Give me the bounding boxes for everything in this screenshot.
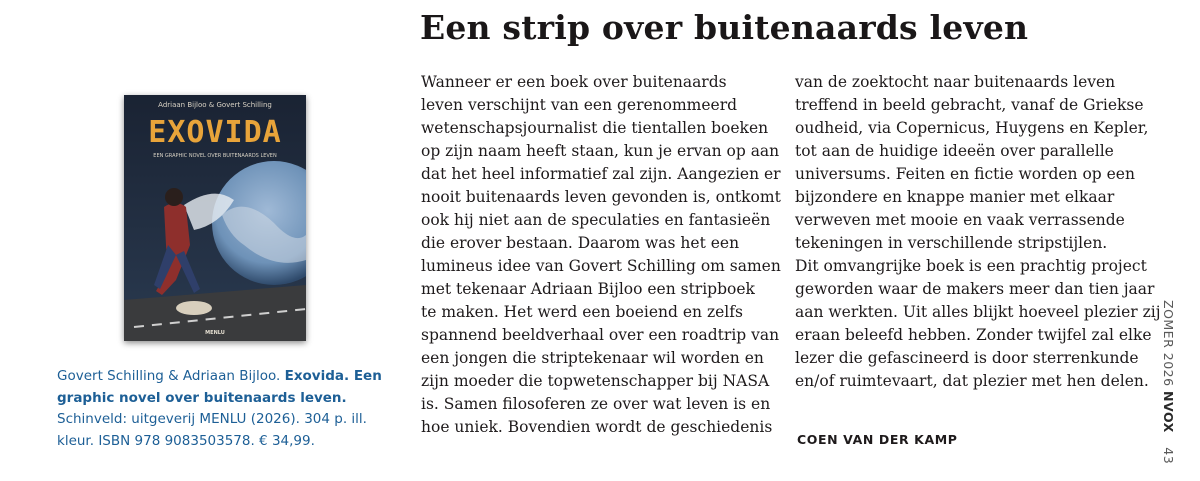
text-line: universums. Feiten en fictie worden op een: [795, 165, 1135, 183]
text-line: spannend beeldverhaal over een roadtrip van: [421, 326, 780, 344]
cover-authors: Adriaan Bijloo & Govert Schilling: [158, 101, 272, 109]
text-line: wetenschapsjournalist die tientallen boeken: [421, 119, 769, 137]
book-caption: [57, 366, 397, 452]
text-line: eraan beleefd hebben. Zonder twijfel zal elke: [795, 326, 1152, 344]
cover-subtitle: EEN GRAPHIC NOVEL OVER BUITENAARDS LEVEN: [153, 153, 277, 159]
page-folio: [1161, 300, 1176, 464]
article-column-1: [421, 71, 781, 439]
article-column-2: [795, 71, 1161, 393]
text-line: leven verschijnt van een gerenommeerd: [421, 96, 738, 114]
text-line: en/of ruimtevaart, dat plezier met hen delen.: [795, 372, 1149, 390]
text-line: verweven met mooie en vaak verrassende: [795, 211, 1125, 229]
folio-page-number: 43: [1161, 447, 1176, 465]
article-headline: Een strip over buitenaards leven: [420, 8, 1029, 47]
text-line: Dit omvangrijke boek is een prachtig project: [795, 257, 1147, 275]
author-byline: COEN VAN DER KAMP: [797, 432, 958, 447]
text-line: die erover bestaan. Daarom was het een: [421, 234, 740, 252]
text-line: is. Samen filosoferen ze over wat leven is en: [421, 395, 771, 413]
cover-publisher-logo: MENLU: [205, 330, 225, 336]
text-line: met tekenaar Adriaan Bijloo een stripboek: [421, 280, 755, 298]
book-cover-image: [124, 95, 306, 341]
text-line: tot aan de huidige ideeën over parallelle: [795, 142, 1114, 160]
text-line: hoe uniek. Bovendien wordt de geschiedenis: [421, 418, 773, 436]
text-line: oudheid, via Copernicus, Huygens en Kepler,: [795, 119, 1149, 137]
cover-title: EXOVIDA: [148, 115, 282, 150]
text-line: aan werkten. Uit alles blijkt hoeveel plezier zij: [795, 303, 1161, 321]
text-line: bijzondere en knappe manier met elkaar: [795, 188, 1115, 206]
text-line: te maken. Het werd een boeiend en zelfs: [421, 303, 743, 321]
text-line: op zijn naam heeft staan, kun je ervan op aan: [421, 142, 780, 160]
caption-book-title: Exovida. Een graphic novel over buitenaards leven.: [57, 368, 382, 406]
text-line: geworden waar de makers meer dan tien jaar: [795, 280, 1155, 298]
text-line: dat het heel informatief zal zijn. Aangezien er: [421, 165, 781, 183]
text-line: zijn moeder die topwetenschapper bij NASA: [421, 372, 770, 390]
text-line: tekeningen in verschillende stripstijlen.: [795, 234, 1108, 252]
text-line: nooit buitenaards leven gevonden is, ontkomt: [421, 188, 781, 206]
caption-details: Schinveld: uitgeverij MENLU (2026). 304 p. ill. kleur. ISBN 978 9083503578. € 34,99.: [57, 411, 367, 449]
text-line: een jongen die striptekenaar wil worden en: [421, 349, 764, 367]
text-line: lumineus idee van Govert Schilling om samen: [421, 257, 781, 275]
text-line: treffend in beeld gebracht, vanaf de Griekse: [795, 96, 1144, 114]
text-line: lezer die gefascineerd is door sterrenkunde: [795, 349, 1139, 367]
caption-authors: Govert Schilling & Adriaan Bijloo.: [57, 368, 281, 384]
folio-issue: ZOMER 2026: [1161, 300, 1176, 387]
text-line: van de zoektocht naar buitenaards leven: [795, 73, 1116, 91]
text-line: ook hij niet aan de speculaties en fantasieën: [421, 211, 771, 229]
folio-magazine-name: NVOX: [1161, 391, 1176, 433]
text-line: Wanneer er een boek over buitenaards: [421, 73, 727, 91]
